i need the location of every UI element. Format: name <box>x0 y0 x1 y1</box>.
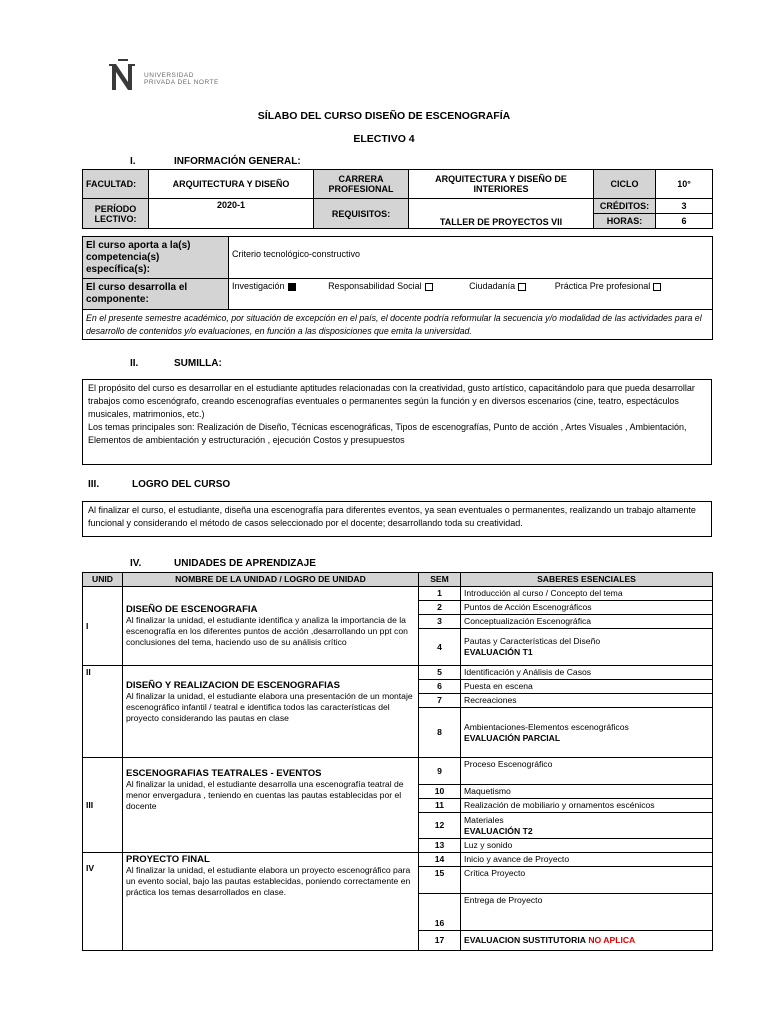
week-saber: Materiales <box>464 814 504 825</box>
creditos-label: CRÉDITOS: <box>594 199 656 214</box>
unit-2-number: II <box>83 666 123 758</box>
section-3-title: LOGRO DEL CURSO <box>132 479 231 490</box>
unit-3-text: Al finalizar la unidad, el estudiante desarrolla una escenografía teatral de menor envergadura , teniendo en cuentas las pautas establecidas por el docente <box>126 779 404 811</box>
creditos-value: 3 <box>656 199 713 214</box>
unit-4-number: IV <box>83 853 123 951</box>
week-saber: Crítica Proyecto <box>461 867 713 894</box>
week-sem: 8 <box>419 708 461 758</box>
ciclo-value: 10° <box>656 170 713 199</box>
option-responsabilidad: Responsabilidad Social <box>328 281 433 291</box>
week-sem: 16 <box>419 894 461 931</box>
week-sem: 13 <box>419 839 461 853</box>
unit-4-text: Al finalizar la unidad, el estudiante elabora un proyecto escenográfico para un evento social, bajo las pautas establecidas, poniendo correctamente en práctica los temas desarrollados en clase. <box>126 865 411 897</box>
week-sem: 6 <box>419 680 461 694</box>
units-table <box>82 572 713 951</box>
periodo-label: PERÍODO LECTIVO: <box>83 199 149 229</box>
week-saber: Luz y sonido <box>461 839 713 853</box>
week-sem: 2 <box>419 601 461 615</box>
unit-3-cell <box>123 758 419 853</box>
week-sem: 11 <box>419 799 461 813</box>
document-title: SÍLABO DEL CURSO DISEÑO DE ESCENOGRAFÍA <box>257 110 511 122</box>
week-saber: Identificación y Análisis de Casos <box>461 666 713 680</box>
unchecked-box-icon <box>425 283 433 291</box>
week-saber: Puesta en escena <box>461 680 713 694</box>
checked-box-icon <box>288 283 296 291</box>
week-sem: 9 <box>419 758 461 785</box>
week-saber: Recreaciones <box>461 694 713 708</box>
horas-value: 6 <box>656 214 713 229</box>
info-table-lower <box>82 236 713 340</box>
unit-3-number: III <box>83 758 123 853</box>
week-saber-cell <box>461 931 713 951</box>
week-saber: Pautas y Características del Diseño <box>464 636 601 646</box>
logo-line2: PRIVADA DEL NORTE <box>144 79 219 86</box>
section-4-title: UNIDADES DE APRENDIZAJE <box>174 558 316 569</box>
week-sem: 1 <box>419 587 461 601</box>
unchecked-box-icon <box>653 283 661 291</box>
week-saber: Entrega de Proyecto <box>461 894 713 931</box>
week-sem: 7 <box>419 694 461 708</box>
componente-label: El curso desarrolla el componente: <box>83 279 229 310</box>
carrera-value: ARQUITECTURA Y DISEÑO DE INTERIORES <box>409 170 594 199</box>
requisitos-label: REQUISITOS: <box>314 199 409 229</box>
week-sem: 15 <box>419 867 461 894</box>
unit-4-title: PROYECTO FINAL <box>126 854 210 865</box>
sumilla-p2: Los temas principales son: Realización de Diseño, Técnicas escenográficas, Tipos de escenografías, Punto de acción , Artes Visuales , Ambientación, Elementos de ambientación y estructuración , ejecución Costos y presupuestos <box>88 422 687 445</box>
week-sem: 10 <box>419 785 461 799</box>
unit-1-cell <box>123 587 419 666</box>
no-aplica-label: NO APLICA <box>588 935 636 945</box>
week-saber-cell <box>461 708 713 758</box>
carrera-label: CARRERA PROFESIONAL <box>314 170 409 199</box>
week-sem: 3 <box>419 615 461 629</box>
week-saber-cell <box>461 629 713 666</box>
week-sem: 5 <box>419 666 461 680</box>
week-saber: Inicio y avance de Proyecto <box>461 853 713 867</box>
unit-4-cell <box>123 853 419 951</box>
competencia-label: El curso aporta a la(s) competencia(s) específica(s): <box>83 237 229 279</box>
section-1-number: I. <box>130 156 136 167</box>
facultad-label: FACULTAD: <box>83 170 149 199</box>
option-investigacion: Investigación <box>232 281 296 291</box>
section-3-number: III. <box>88 479 100 490</box>
ciclo-label: CICLO <box>594 170 656 199</box>
unit-2-text: Al finalizar la unidad, el estudiante elabora una presentación de un montaje escenográfico infantil / teatral e identifica todos las características del proyecto considerando las pautas en clase <box>126 691 413 723</box>
week-saber: Proceso Escenográfico <box>461 758 713 785</box>
week-sem: 14 <box>419 853 461 867</box>
componente-options <box>229 279 713 310</box>
week-sem: 17 <box>419 931 461 951</box>
logro-text: Al finalizar el curso, el estudiante, diseña una escenografía para diferentes eventos, ya sean eventuales o permanentes, realizando un trabajo altamente funcional y considerando el método de casos seleccionado por el docente; desarrollando toda su creatividad. <box>88 505 696 528</box>
university-logo <box>108 58 238 94</box>
section-2-number: II. <box>130 358 139 369</box>
requisitos-value: TALLER DE PROYECTOS VII <box>409 199 594 229</box>
note-text: En el presente semestre académico, por situación de excepción en el país, el docente podría reformular la secuencia y/o modalidad de las actividades para el desarrollo de contenidos y/o evaluaciones, en función a las disposiciones que emita la universidad. <box>83 310 713 340</box>
competencia-value: Criterio tecnológico-constructivo <box>229 237 713 279</box>
logro-box <box>82 501 712 537</box>
week-sem: 4 <box>419 629 461 666</box>
col-unid: UNID <box>83 573 123 587</box>
week-saber: Introducción al curso / Concepto del tema <box>461 587 713 601</box>
week-saber: Maquetismo <box>461 785 713 799</box>
week-eval: EVALUACIÓN T2 <box>464 825 533 836</box>
unit-2-title: DISEÑO Y REALIZACION DE ESCENOGRAFIAS <box>126 680 340 691</box>
horas-label: HORAS: <box>594 214 656 229</box>
week-eval: EVALUACIÓN PARCIAL <box>464 732 561 743</box>
document-subtitle: ELECTIVO 4 <box>353 133 415 145</box>
week-saber: Conceptualización Escenográfica <box>461 615 713 629</box>
week-saber: Realización de mobiliario y ornamentos escénicos <box>461 799 713 813</box>
week-eval: EVALUACION SUSTITUTORIA <box>464 935 586 945</box>
unit-3-title: ESCENOGRAFIAS TEATRALES - EVENTOS <box>126 768 322 779</box>
option-ciudadania: Ciudadanía <box>469 281 526 291</box>
logo-line1: UNIVERSIDAD <box>144 72 194 79</box>
sumilla-box <box>82 379 712 465</box>
unit-1-text: Al finalizar la unidad, el estudiante identifica y analiza la importancia de la escenografía en los diferentes puntos de acción ,desarrollando un ppt con conclusiones del tema, haciendo uso de su análisis crítico <box>126 615 408 647</box>
week-saber-cell <box>461 813 713 839</box>
option-practica: Práctica Pre profesional <box>555 281 662 291</box>
section-4-number: IV. <box>130 558 142 569</box>
unchecked-box-icon <box>518 283 526 291</box>
unit-1-number: I <box>83 587 123 666</box>
section-1-title: INFORMACIÓN GENERAL: <box>174 156 301 167</box>
periodo-value: 2020-1 <box>149 199 314 229</box>
col-sem: SEM <box>419 573 461 587</box>
unit-1-title: DISEÑO DE ESCENOGRAFIA <box>126 604 258 615</box>
info-table <box>82 169 713 229</box>
week-saber: Puntos de Acción Escenográficos <box>461 601 713 615</box>
col-nombre: NOMBRE DE LA UNIDAD / LOGRO DE UNIDAD <box>123 573 419 587</box>
week-sem: 12 <box>419 813 461 839</box>
col-saberes: SABERES ESENCIALES <box>461 573 713 587</box>
facultad-value: ARQUITECTURA Y DISEÑO <box>149 170 314 199</box>
logo-n-icon <box>108 58 136 92</box>
section-2-title: SUMILLA: <box>174 358 222 369</box>
week-eval: EVALUACIÓN T1 <box>464 647 533 657</box>
unit-2-cell <box>123 666 419 758</box>
sumilla-p1: El propósito del curso es desarrollar en el estudiante aptitudes relacionadas con la creatividad, gusto artístico, capacitándolo para que pueda desarrollar trabajos como escenógrafo, creando escenografías eventuales o permanentes según la función y en diversos escenarios (cine, teatro, espectáculos musicales, matrimonios, etc.) <box>88 383 695 419</box>
week-saber: Ambientaciones-Elementos escenográficos <box>464 721 629 732</box>
